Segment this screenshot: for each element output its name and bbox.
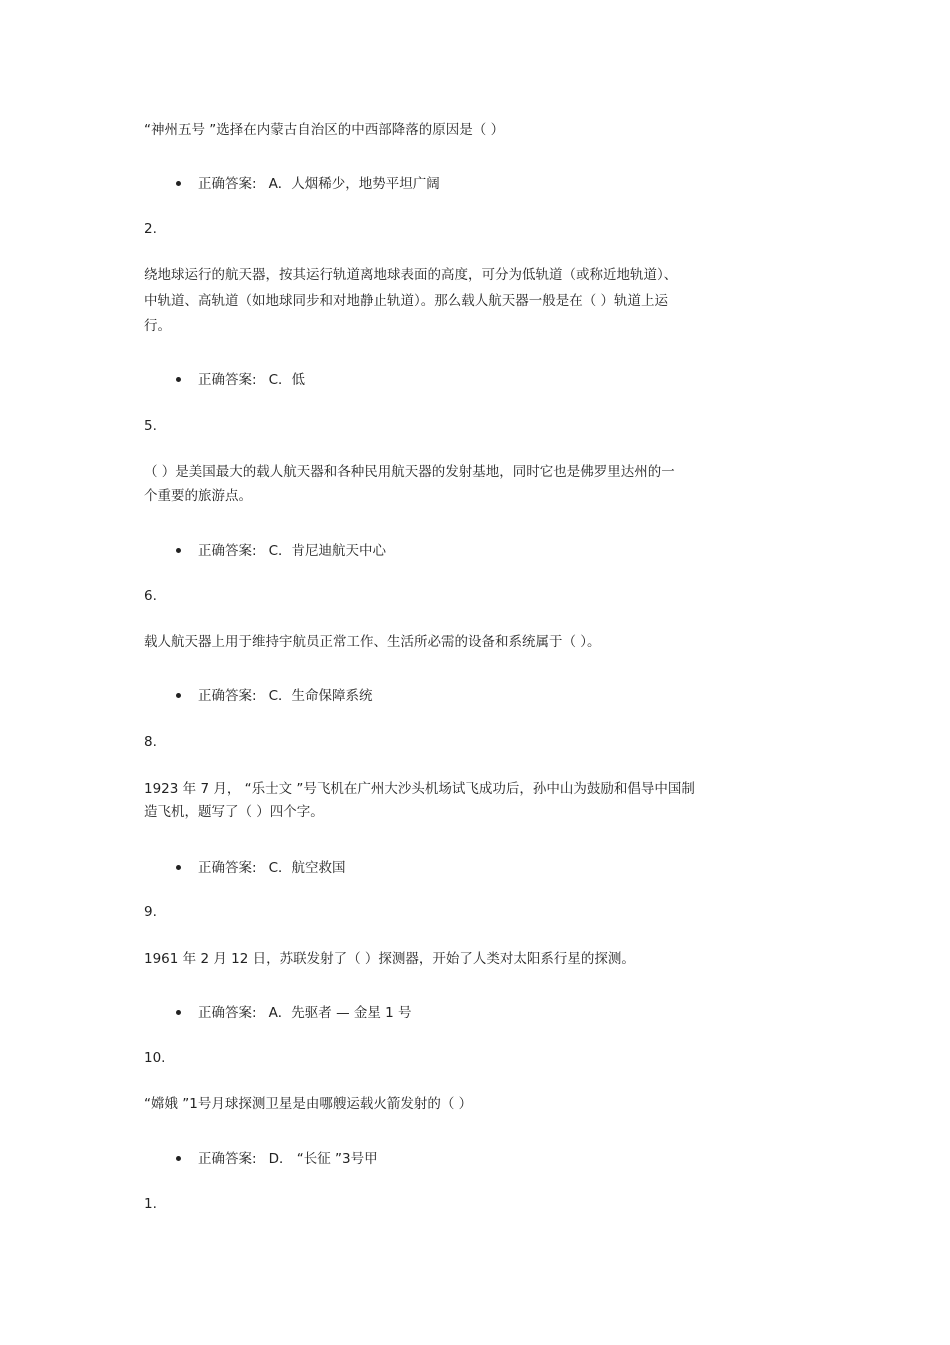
answer-value: C．低 <box>268 372 305 388</box>
question-text: 造飞机，题写了（ ）四个字。 <box>144 804 324 820</box>
answer-label: 正确答案: <box>198 688 257 704</box>
bullet-icon <box>176 693 181 698</box>
answer-value: A．人烟稀少，地势平坦广阔 <box>268 176 440 192</box>
answer-label: 正确答案: <box>198 1151 257 1167</box>
answer-label: 正确答案: <box>198 176 257 192</box>
bullet-icon <box>176 548 181 553</box>
bullet-icon <box>176 1010 181 1015</box>
answer-item <box>176 683 373 709</box>
answer-item <box>176 538 386 564</box>
answer-value: D． “长征 ”3号甲 <box>268 1151 378 1167</box>
answer-item <box>176 171 440 197</box>
bullet-icon <box>176 181 181 186</box>
bullet-icon <box>176 377 181 382</box>
answer-value: C．生命保障系统 <box>268 688 373 704</box>
question-number: 2. <box>144 221 157 237</box>
question-text: 载人航天器上用于维持宇航员正常工作、生活所必需的设备和系统属于（ ）。 <box>144 634 601 650</box>
question-text: “神州五号 ”选择在内蒙古自治区的中西部降落的原因是（ ） <box>144 122 505 138</box>
answer-item <box>176 1146 378 1172</box>
answer-label: 正确答案: <box>198 543 257 559</box>
answer-value: C．肯尼迪航天中心 <box>268 543 386 559</box>
question-text: 个重要的旅游点。 <box>144 488 252 504</box>
question-number: 6. <box>144 588 157 604</box>
bullet-icon <box>176 1156 181 1161</box>
question-text: （ ）是美国最大的载人航天器和各种民用航天器的发射基地，同时它也是佛罗里达州的一 <box>144 464 675 480</box>
bullet-icon <box>176 865 181 870</box>
answer-label: 正确答案: <box>198 372 257 388</box>
question-number: 10. <box>144 1050 166 1066</box>
question-number: 5. <box>144 418 157 434</box>
answer-item <box>176 855 346 881</box>
question-text: 行。 <box>144 318 171 334</box>
answer-item <box>176 367 305 393</box>
answer-value: C．航空救国 <box>268 860 346 876</box>
question-text: 中轨道、高轨道（如地球同步和对地静止轨道）。那么载人航天器一般是在（ ）轨道上运 <box>144 293 669 309</box>
question-text: “嫦娥 ”1号月球探测卫星是由哪艘运载火箭发射的（ ） <box>144 1096 473 1112</box>
question-text: 1961 年 2 月 12 日，苏联发射了（ ）探测器，开始了人类对太阳系行星的探测。 <box>144 951 635 967</box>
question-text: 1923 年 7 月， “乐士文 ”号飞机在广州大沙头机场试飞成功后，孙中山为鼓励和倡导中国制 <box>144 781 695 797</box>
answer-item <box>176 1000 412 1026</box>
question-number: 8. <box>144 734 157 750</box>
question-text: 绕地球运行的航天器，按其运行轨道离地球表面的高度，可分为低轨道（或称近地轨道）、 <box>144 267 678 283</box>
question-number: 1. <box>144 1196 157 1212</box>
answer-value: A．先驱者 — 金星 1 号 <box>268 1005 412 1021</box>
answer-label: 正确答案: <box>198 860 257 876</box>
answer-label: 正确答案: <box>198 1005 257 1021</box>
question-number: 9. <box>144 904 157 920</box>
